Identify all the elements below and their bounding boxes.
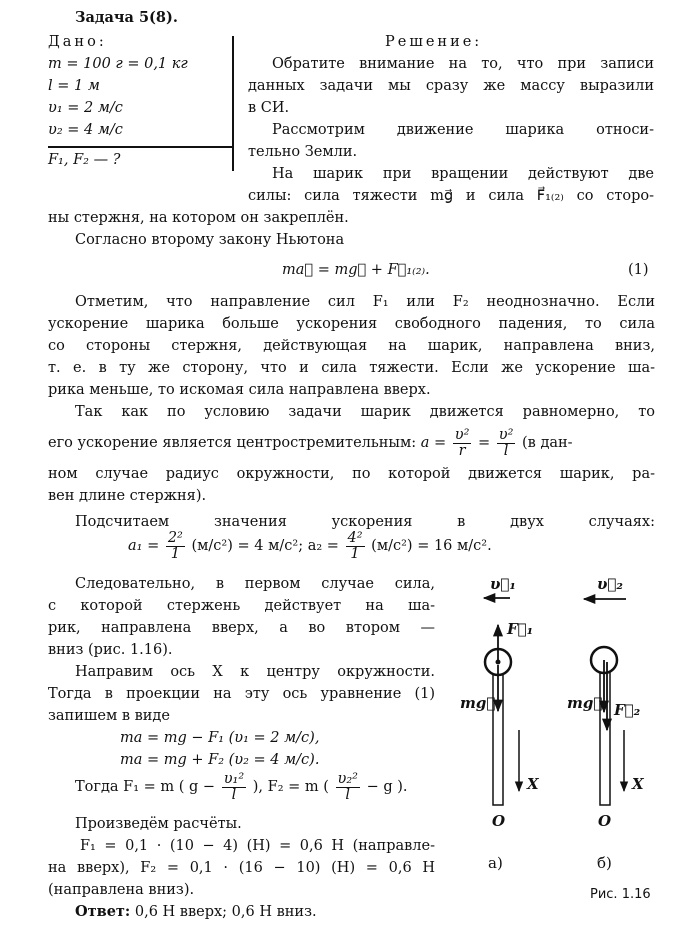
rod — [600, 662, 610, 805]
equation-1: ma⃗ = mg⃗ + F⃗₁₍₂₎. — [282, 262, 430, 278]
answer-text: 0,6 Н вверх; 0,6 Н вниз. — [134, 904, 317, 920]
numerator: υ₁² — [223, 770, 245, 787]
equation: ma = mg + F₂ (υ₂ = 4 м/с). — [120, 752, 320, 768]
equation: ma = mg − F₁ (υ₁ = 2 м/с), — [120, 730, 320, 746]
denominator: 1 — [170, 545, 180, 562]
text-line: Отметим, что направление сил F₁ или F₂ неоднозначно. Если — [75, 294, 655, 310]
figure-caption: Рис. 1.16 — [590, 887, 651, 902]
formula: ), F₂ = m ( — [252, 779, 329, 795]
text-line: в СИ. — [248, 100, 290, 116]
problem-title: Задача 5(8). — [75, 9, 178, 26]
text-line: т. е. в ту же сторону, что и сила тяжести. Если же ускорение ша- — [48, 360, 655, 376]
formula: Тогда F₁ = m ( g − — [75, 779, 216, 795]
diagram-b — [567, 575, 645, 872]
mg-label: mg⃗ — [567, 694, 603, 712]
formula: a = — [420, 435, 447, 451]
origin-label: O — [492, 812, 506, 830]
text-line: со стороны стержня, действующая на шарик, направлена вниз, — [48, 338, 655, 354]
x-label: X — [632, 775, 644, 793]
numerator: υ² — [498, 426, 514, 443]
find-line: F₁, F₂ — ? — [48, 152, 121, 168]
text-line: Подсчитаем значения ускорения в двух случаях: — [75, 514, 655, 530]
answer-label: Ответ: — [75, 903, 131, 920]
text-line: ном случае радиус окружности, по которой движется шарик, ра- — [48, 466, 655, 482]
formula: = — [478, 435, 491, 451]
text-line: ны стержня, на котором он закреплён. — [48, 210, 349, 226]
text-line: ускорение шарика больше ускорения свободного падения, то сила — [48, 316, 655, 332]
text-line: рика меньше, то искомая сила направлена вверх. — [48, 382, 431, 398]
text-line: на вверх), F₂ = 0,1 · (16 − 10) (Н) = 0,6 Н — [48, 860, 435, 876]
formula: a₁ = — [128, 538, 160, 554]
text-line: рик, направлена вверх, а во втором — — [48, 620, 435, 636]
text-line: тельно Земли. — [248, 144, 358, 160]
diagram-a — [460, 575, 540, 872]
numerator: 4² — [347, 529, 363, 546]
denominator: l — [503, 442, 509, 459]
text-line: Согласно второму закону Ньютона — [75, 232, 345, 248]
text-line: Направим ось X к центру окружности. — [75, 664, 435, 680]
origin-label: O — [598, 812, 612, 830]
text-line: силы: сила тяжести mg⃗ и сила F⃗₁₍₂₎ со сторо- — [248, 188, 654, 204]
text-line: запишем в виде — [48, 708, 170, 724]
numerator: υ₂² — [337, 770, 358, 787]
given-line: υ₁ = 2 м/с — [48, 100, 123, 116]
text-line: данных задачи мы сразу же массу выразили — [248, 78, 654, 94]
equation-number: (1) — [628, 262, 649, 278]
formula: − g ). — [366, 779, 408, 795]
subfigure-a-label: а) — [488, 854, 503, 872]
text-line: На шарик при вращении действуют две — [272, 166, 654, 182]
text-line: вен длине стержня). — [48, 488, 207, 504]
text-line: вниз (рис. 1.16). — [48, 642, 173, 658]
formula: (м/с²) = 4 м/с²; a₂ = — [191, 538, 339, 554]
text: (в дан- — [522, 435, 573, 451]
formula: (м/с²) = 16 м/с². — [371, 538, 492, 554]
text-line: с которой стержень действует на ша- — [48, 598, 435, 614]
f2-label: F⃗₂ — [614, 701, 641, 719]
f1-label: F⃗₁ — [507, 620, 534, 638]
denominator: 1 — [350, 545, 360, 562]
text-line: Обратите внимание на то, что при записи — [272, 56, 654, 72]
text-line: F₁ = 0,1 · (10 − 4) (Н) = 0,6 Н (направле- — [80, 838, 435, 854]
subfigure-b-label: б) — [597, 854, 612, 872]
v2-label: υ⃗₂ — [597, 575, 623, 593]
numerator: 2² — [167, 529, 183, 546]
given-line: υ₂ = 4 м/с — [48, 122, 123, 138]
numerator: υ² — [454, 426, 470, 443]
denominator: r — [458, 442, 466, 459]
text-line: (направлена вниз). — [48, 882, 195, 898]
text: его ускорение является центростремительным: — [48, 435, 417, 451]
text-line: Следовательно, в первом случае сила, — [75, 576, 435, 592]
given-line: l = 1 м — [48, 78, 100, 94]
text-line: Рассмотрим движение шарика относи- — [272, 122, 654, 138]
text-line: Произведём расчёты. — [75, 816, 242, 832]
given-line: m = 100 г = 0,1 кг — [48, 56, 188, 72]
x-label: X — [527, 775, 539, 793]
text-line: Тогда в проекции на эту ось уравнение (1) — [48, 686, 435, 702]
denominator: l — [231, 786, 237, 803]
text-line: Так как по условию задачи шарик движется равномерно, то — [75, 404, 655, 420]
mg-label: mg⃗ — [460, 694, 496, 712]
given-heading: Дано: — [48, 34, 107, 50]
denominator: l — [345, 786, 351, 803]
v1-label: υ⃗₁ — [490, 575, 516, 593]
solution-heading: Решение: — [385, 34, 483, 50]
